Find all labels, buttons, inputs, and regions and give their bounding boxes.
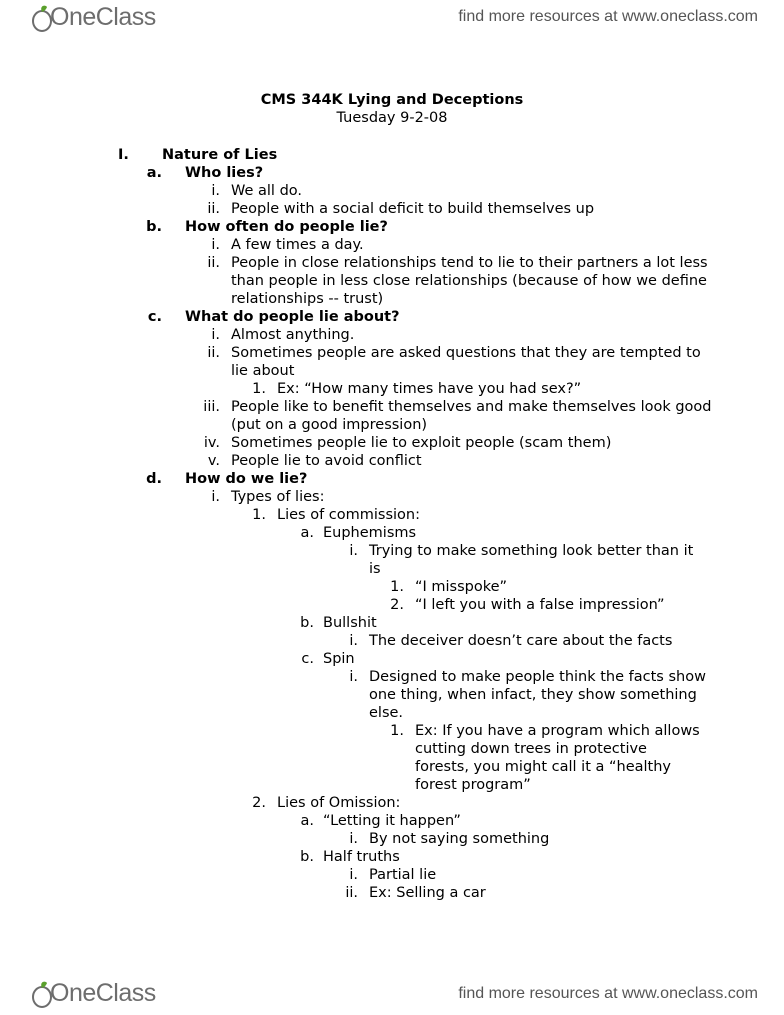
outline-text: else. — [369, 705, 404, 721]
outline-text: “I misspoke” — [415, 579, 508, 595]
outline-marker: v. — [207, 453, 220, 469]
outline-text: Spin — [323, 651, 355, 667]
outline-marker: i. — [349, 633, 358, 649]
outline-text: Ex: “How many times have you had sex?” — [277, 381, 582, 397]
outline-text: How do we lie? — [185, 471, 308, 487]
outline-text: Nature of Lies — [162, 147, 278, 163]
outline-marker: a. — [300, 525, 314, 541]
outline-text: is — [369, 561, 381, 577]
outline-text: Half truths — [323, 849, 400, 865]
oneclass-logo[interactable] — [30, 3, 156, 32]
outline-text: cutting down trees in protective — [415, 741, 647, 757]
logo-text: OneClass — [50, 979, 156, 1007]
outline-marker: ii. — [207, 201, 220, 217]
outline-marker: i. — [349, 867, 358, 883]
outline-marker: i. — [211, 327, 220, 343]
outline-marker: a. — [300, 813, 314, 829]
outline-text: How often do people lie? — [185, 219, 388, 235]
outline-text: Sometimes people are asked questions that they are tempted to — [231, 345, 701, 361]
outline-marker: c. — [147, 309, 162, 325]
outline-marker: i. — [211, 183, 220, 199]
outline-marker: 2. — [390, 597, 404, 613]
footer-tagline[interactable]: find more resources at www.oneclass.com — [458, 985, 758, 1002]
outline-text: A few times a day. — [231, 237, 364, 253]
outline-text: “I left you with a false impression” — [415, 597, 665, 613]
outline-text: lie about — [231, 363, 295, 379]
outline-marker: iii. — [203, 399, 220, 415]
outline-text: Ex: If you have a program which allows — [415, 723, 700, 739]
outline-marker: I. — [118, 147, 129, 163]
outline-text: forests, you might call it a “healthy — [415, 759, 671, 775]
outline-text: By not saying something — [369, 831, 550, 847]
outline-text: Lies of commission: — [277, 507, 420, 523]
oneclass-logo-footer[interactable] — [30, 979, 156, 1008]
outline-text: Trying to make something look better than it — [369, 543, 694, 559]
header-tagline[interactable]: find more resources at www.oneclass.com — [458, 8, 758, 25]
outline-text: Types of lies: — [231, 489, 325, 505]
outline-text: Who lies? — [185, 165, 264, 181]
outline-text: People in close relationships tend to lie to their partners a lot less — [231, 255, 708, 271]
outline-text: forest program” — [415, 777, 531, 793]
outline-text: “Letting it happen” — [323, 813, 461, 829]
outline-marker: d. — [146, 471, 162, 487]
outline-text: People like to benefit themselves and make themselves look good — [231, 399, 712, 415]
outline-marker: iv. — [203, 435, 220, 451]
outline-marker: c. — [301, 651, 314, 667]
outline-text: Euphemisms — [323, 525, 417, 541]
outline-text: Almost anything. — [231, 327, 355, 343]
outline-marker: 2. — [252, 795, 266, 811]
outline-marker: 1. — [252, 507, 266, 523]
outline-text: (put on a good impression) — [231, 417, 428, 433]
outline-text: relationships -- trust) — [231, 291, 384, 307]
outline-text: one thing, when infact, they show something — [369, 687, 697, 703]
document-date: Tuesday 9-2-08 — [336, 110, 448, 126]
outline-text: What do people lie about? — [185, 309, 400, 325]
outline-marker: i. — [349, 831, 358, 847]
outline-text: than people in less close relationships (because of how we define — [231, 273, 707, 289]
outline-text: Sometimes people lie to exploit people (scam them) — [231, 435, 612, 451]
document-title: CMS 344K Lying and Deceptions — [260, 92, 524, 108]
outline-marker: b. — [300, 849, 314, 865]
outline-marker: b. — [300, 615, 314, 631]
outline-text: Designed to make people think the facts show — [369, 669, 706, 685]
outline-marker: i. — [349, 669, 358, 685]
outline-marker: i. — [349, 543, 358, 559]
outline-marker: a. — [146, 165, 162, 181]
outline-marker: i. — [211, 237, 220, 253]
outline-text: People lie to avoid conflict — [231, 453, 422, 469]
outline-marker: ii. — [207, 345, 220, 361]
outline-text: Lies of Omission: — [277, 795, 401, 811]
outline-text: People with a social deficit to build themselves up — [231, 201, 595, 217]
outline-text: Ex: Selling a car — [369, 885, 486, 901]
outline-marker: 1. — [390, 723, 404, 739]
outline-marker: 1. — [390, 579, 404, 595]
outline-marker: i. — [211, 489, 220, 505]
outline-text: Partial lie — [369, 867, 437, 883]
logo-text: OneClass — [50, 3, 156, 31]
outline-marker: 1. — [252, 381, 266, 397]
outline-text: We all do. — [231, 183, 302, 199]
outline-marker: ii. — [207, 255, 220, 271]
outline-marker: ii. — [345, 885, 358, 901]
outline-text: The deceiver doesn’t care about the facts — [369, 633, 673, 649]
outline-marker: b. — [146, 219, 162, 235]
outline-text: Bullshit — [323, 615, 377, 631]
